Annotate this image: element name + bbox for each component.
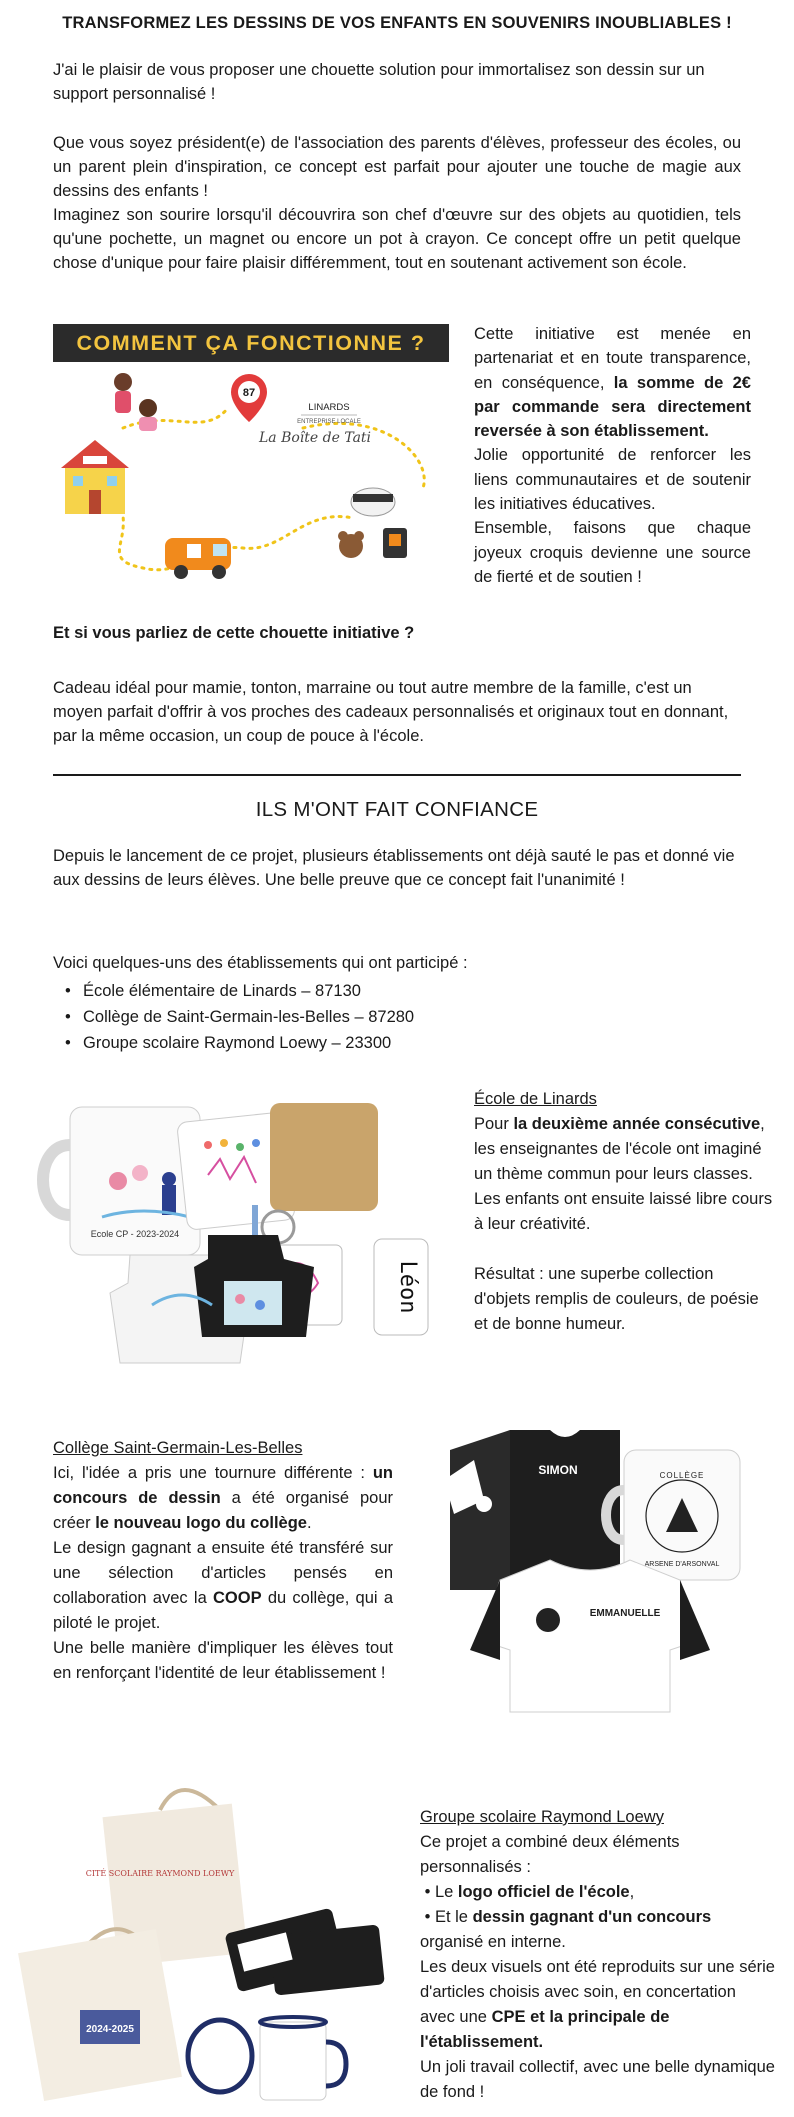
loewy-bullet2-post: organisé en interne. [420,1933,566,1951]
products-illustration [338,488,407,558]
black-shirt-image [444,1430,620,1590]
children-illustration [114,373,157,431]
loewy-bullet2-pre: Et le [434,1908,473,1926]
loewy-bullet1-pre: Le [434,1883,458,1901]
white-shirt-image [470,1560,710,1712]
intro-paragraph-3: Imaginez son sourire lorsqu'il découvrira son chef d'œuvre sur des objets au quotidien, tels qu'une pochette, un magnet ou encore un pot à crayon. Ce concept offre un petit quelque chose d'unique pour faire plaisir différemment, tout en soutenant activement son école. [53,206,741,272]
brand-name: LINARDS [308,402,350,413]
linards-text-a2: , les enseignantes de l'école ont imaginé un thème commun pour leurs classes. Les enfants ont ensuite laissé libre cours à leur créativité. [474,1115,773,1233]
donation-amount-text: la somme de 2€ par commande sera directement reversée à son établissement. [474,373,751,441]
pouch-image [224,1908,384,1996]
college-text-a3: . [306,1514,312,1532]
how-it-works-text [474,322,751,589]
intro-paragraph-1: J'ai le plaisir de vous proposer une chouette solution pour immortalisez son dessin sur un support personnalisé ! [53,61,705,103]
page-headline: TRANSFORMEZ LES DESSINS DE VOS ENFANTS EN SOUVENIRS INOUBLIABLES ! [62,14,732,32]
list-item: • École élémentaire de Linards – 87130 [53,978,741,1004]
how-it-works-illustration [53,368,449,594]
trust-section-title: ILS M'ONT FAIT CONFIANCE [255,798,539,821]
college-text-b2: du collège, qui a piloté le projet. [53,1589,393,1632]
intro-paragraph-2: Que vous soyez président(e) de l'association des parents d'élèves, professeur des écoles, ou un parent plein d'inspiration, ce concept est parfait pour ajouter une touche de magie aux dessins des enfants ! [53,134,741,200]
tote-bag-text: CITÉ SCOLAIRE RAYMOND LOEWY [85,1869,235,1878]
loewy-bullet1-bold: logo officiel de l'école [457,1883,630,1901]
college-text-c1: Une belle manière d'impliquer les élèves tout en renforçant l'identité de leur établissement ! [53,1639,393,1682]
logo-highlight: le nouveau logo du collège [95,1514,307,1532]
enamel-mugs-image [188,2017,346,2100]
loewy-text-b1: Les deux visuels ont été reproduits sur une série d'articles choisis avec soin, en concertation avec une [420,1958,775,2026]
loewy-text-c1: Un joli travail collectif, avec une belle dynamique de fond ! [420,2058,775,2101]
shirt-name-1: SIMON [538,1463,578,1477]
loewy-bullet2-bold: dessin gagnant d'un concours [472,1908,712,1926]
brand-subtitle: ENTREPRISE LOCALE [297,419,361,425]
linards-text-a1: Pour [474,1115,514,1133]
loewy-text: Groupe scolaire Raymond Loewy Ce projet a combiné deux éléments personnalisés : • Le logo officiel de l'école, • Et le dessin gagnant d'un concours organisé en interne. Les deux visuels ont été reproduits sur une série d'articles choisis avec soin, en concertation avec une CPE et la principale de l'établissement. Un joli travail collectif, avec une belle dynamique de fond ! [420,1808,775,2101]
mug-bottom-text: ARSENE D'ARSONVAL [644,1561,720,1568]
cork-coaster-image [270,1103,378,1211]
linards-highlight: la deuxième année consécutive [513,1115,761,1133]
keychain-name: Léon [395,1260,420,1314]
loewy-text-a1: Ce projet a combiné deux éléments personnalisés : [420,1833,680,1876]
college-text-a2: a été organisé pour créer [53,1489,393,1532]
trust-paragraph-1: Depuis le lancement de ce projet, plusieurs établissements ont déjà sauté le pas et donné vie aux dessins de leurs élèves. Une belle preuve que ce concept fait l'unanimité ! [53,847,735,889]
section-divider [53,774,741,776]
loewy-bullet1-post: , [629,1883,635,1901]
college-title: Collège Saint-Germain-Les-Belles [53,1439,303,1457]
community-text: Jolie opportunité de renforcer les liens communautaires et de soutenir les initiatives éducatives. [474,446,751,514]
school-icon [61,440,129,514]
gift-paragraph: Cadeau idéal pour mamie, tonton, marraine ou tout autre membre de la famille, c'est un moyen parfait d'offrir à vos proches des cadeaux personnalisés et originaux tout en donnant, par la même occasion, un coup de pouce à l'école. [53,679,729,745]
linards-text [474,1087,774,1337]
college-text [53,1436,393,1686]
contest-highlight: un concours de dessin [53,1464,393,1507]
college-products-photo [440,1420,770,1715]
list-item: • Groupe scolaire Raymond Loewy – 23300 [53,1030,741,1056]
trust-paragraph-2: Voici quelques-uns des établissements qui ont participé : [53,954,468,972]
linards-title: École de Linards [474,1090,597,1108]
together-text: Ensemble, faisons que chaque joyeux croquis devienne une source de fierté et de soutien ! [474,519,751,586]
how-it-works-banner: COMMENT ÇA FONCTIONNE ? [53,324,449,362]
college-text-b1: Le design gagnant a ensuite été transféré sur une sélection d'articles pensés en collaboration avec la [53,1539,393,1607]
mug-top-text: COLLÈGE [659,1471,705,1480]
pin-number: 87 [242,387,256,399]
shirt-name-2: EMMANUELLE [589,1608,661,1619]
mug-caption: Ecole CP - 2023-2024 [90,1229,180,1239]
brand-script: La Boîte de Tati [258,430,372,446]
loewy-title: Groupe scolaire Raymond Loewy [420,1808,664,1826]
list-item: • Collège de Saint-Germain-les-Belles – 87280 [53,1004,741,1030]
college-text-a1: Ici, l'idée a pris une tournure différente : [53,1464,373,1482]
question-heading: Et si vous parliez de cette chouette initiative ? [53,624,415,642]
linards-products-photo [28,1085,440,1365]
tote-year: 2024-2025 [86,2024,134,2035]
partnership-text: Cette initiative est menée en partenariat et en toute transparence, en conséquence, [474,325,751,392]
loewy-products-photo [10,1780,410,2110]
delivery-van-icon [165,538,231,579]
linards-result: Résultat : une superbe collection d'objets remplis de couleurs, de poésie et de bonne humeur. [474,1265,759,1333]
coop-highlight: COOP [213,1589,262,1607]
school-list [53,978,741,1056]
cpe-highlight: CPE et la principale de l'établissement. [420,2008,670,2051]
